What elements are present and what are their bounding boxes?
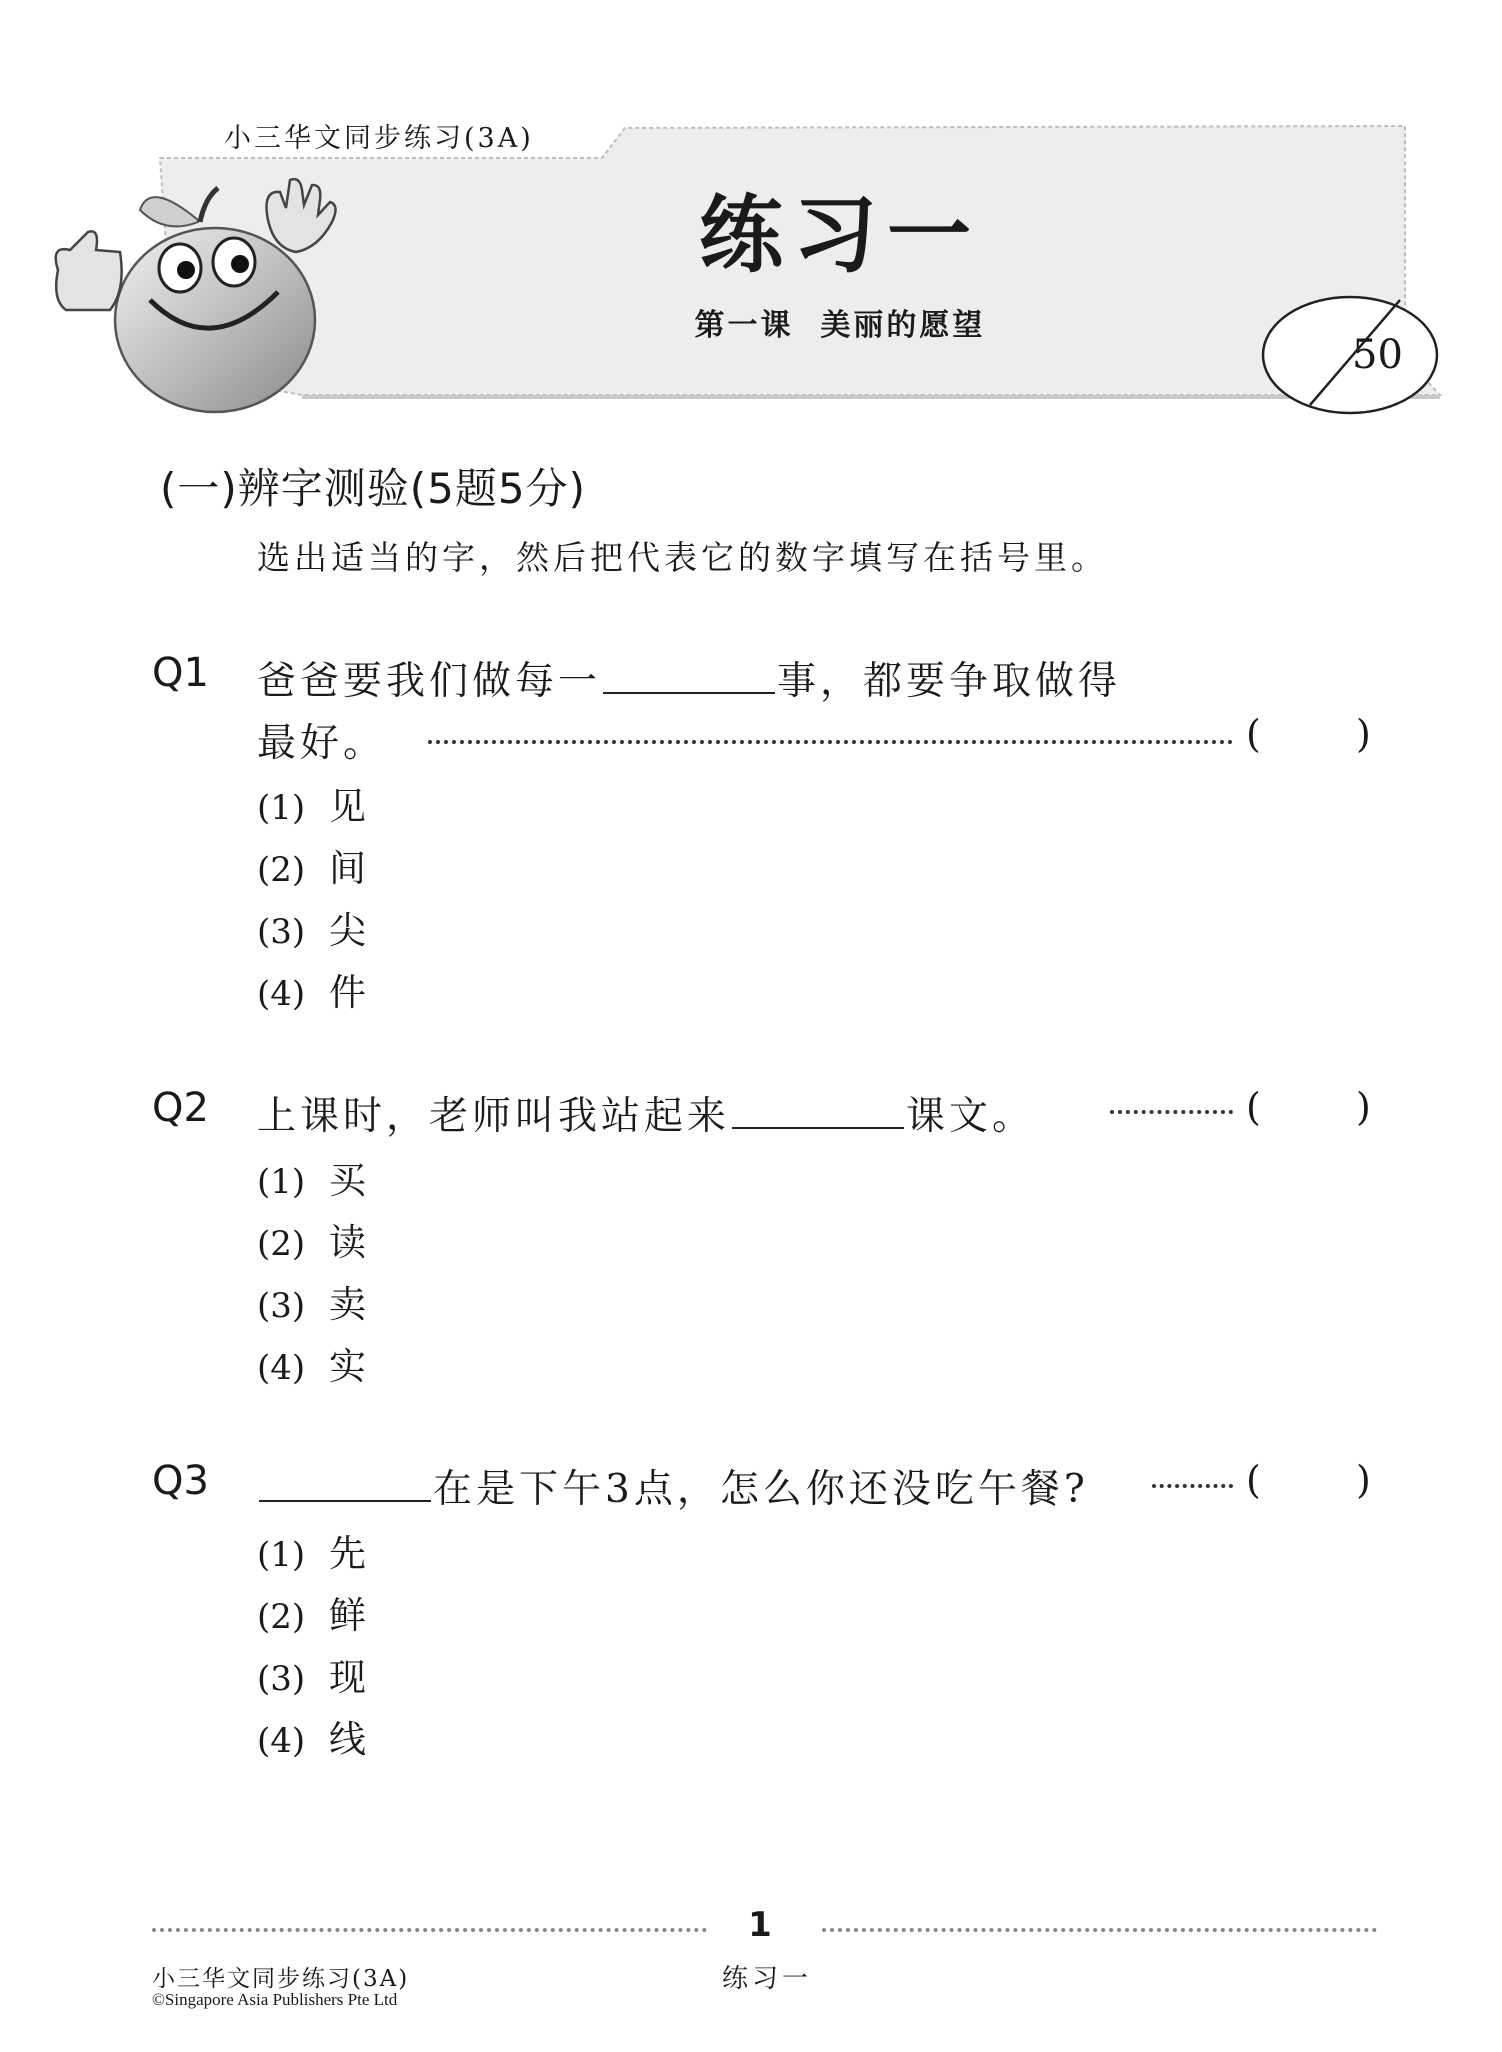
question-number: Q2 <box>152 1085 209 1131</box>
footer-copyright: ©Singapore Asia Publishers Pte Ltd <box>152 1990 398 2009</box>
question-number: Q1 <box>152 650 209 696</box>
dot-leader <box>1152 1484 1233 1488</box>
option: (4) 线 <box>257 1718 366 1761</box>
option: (2) 读 <box>257 1221 366 1264</box>
option: (3) 卖 <box>257 1283 366 1326</box>
answer-blank <box>732 1095 904 1129</box>
option: (1) 买 <box>257 1159 366 1202</box>
option: (2) 鲜 <box>257 1594 366 1637</box>
footer-book-title: 小三华文同步练习(3A) <box>152 1966 410 1992</box>
question-text <box>257 650 1121 706</box>
footer-divider-left <box>152 1928 707 1932</box>
answer-paren-open: ( <box>1246 1085 1261 1129</box>
option: (2) 间 <box>257 847 366 890</box>
page-title: 练习一 <box>698 186 981 284</box>
answer-paren-open: ( <box>1246 712 1261 756</box>
option: (1) 先 <box>257 1532 366 1575</box>
question-text-after: 事，都要争取做得 <box>777 659 1122 704</box>
question-text-before: 上课时，老师叫我站起来 <box>257 1094 731 1139</box>
section-heading: (一)辨字测验(5题5分) <box>160 464 586 513</box>
answer-paren-open: ( <box>1246 1458 1261 1502</box>
question-number: Q3 <box>152 1458 209 1504</box>
option: (3) 尖 <box>257 909 366 952</box>
page-number: 1 <box>748 1905 772 1945</box>
answer-paren-close: ) <box>1356 712 1371 756</box>
answer-blank <box>259 1468 431 1502</box>
footer-divider-right <box>822 1928 1377 1932</box>
option: (3) 现 <box>257 1656 366 1699</box>
dot-leader <box>1110 1110 1233 1114</box>
answer-blank <box>603 660 775 694</box>
book-title: 小三华文同步练习(3A) <box>224 123 534 154</box>
question-text-after: 在是下午3点，怎么你还没吃午餐? <box>433 1467 1089 1512</box>
footer-chapter: 练习一 <box>722 1964 813 1994</box>
answer-paren-close: ) <box>1356 1085 1371 1129</box>
dot-leader <box>428 740 1233 744</box>
question-text-before: 爸爸要我们做每一 <box>257 659 602 704</box>
score-circle <box>1263 297 1437 413</box>
option: (1) 见 <box>257 785 366 828</box>
question-text-after: 课文。 <box>906 1094 1036 1139</box>
answer-paren-close: ) <box>1356 1458 1371 1502</box>
question-text <box>257 1458 1089 1514</box>
question-text-line2: 最好。 <box>257 721 387 766</box>
score-total: 50 <box>1352 332 1403 378</box>
section-instruction: 选出适当的字，然后把代表它的数字填写在括号里。 <box>257 538 1108 577</box>
question-text <box>257 1085 1035 1141</box>
lesson-subtitle: 第一课 美丽的愿望 <box>694 308 986 343</box>
option: (4) 件 <box>257 971 366 1014</box>
option: (4) 实 <box>257 1345 366 1388</box>
